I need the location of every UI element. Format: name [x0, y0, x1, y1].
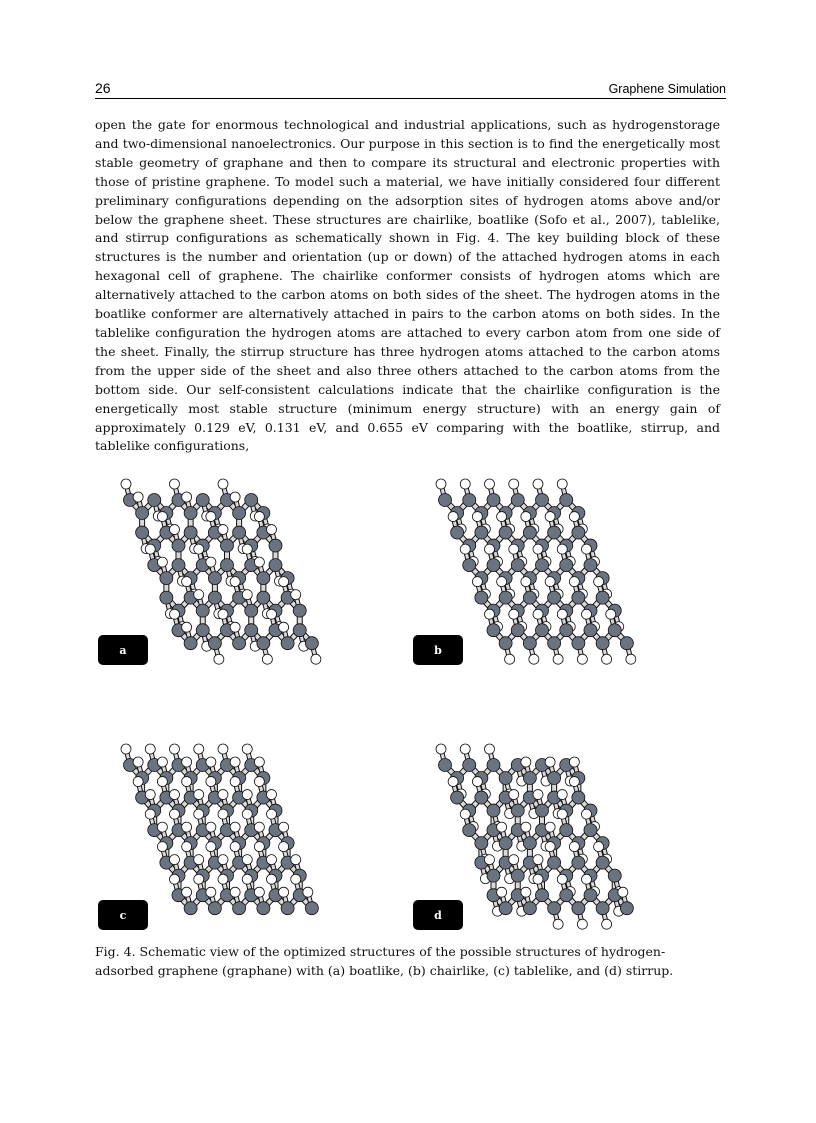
carbon-atom	[596, 637, 609, 650]
carbon-atom	[475, 591, 488, 604]
hydrogen-atom	[545, 577, 555, 587]
hydrogen-atom	[581, 609, 591, 619]
hydrogen-atom	[505, 654, 515, 664]
carbon-atom	[608, 624, 621, 637]
hydrogen-atom	[626, 654, 636, 664]
hydrogen-atom	[472, 777, 482, 787]
carbon-atom	[560, 824, 573, 837]
hydrogen-atom	[133, 492, 143, 502]
carbon-atom	[184, 526, 197, 539]
hydrogen-atom	[230, 887, 240, 897]
hydrogen-atom	[218, 744, 228, 754]
hydrogen-atom	[230, 822, 240, 832]
carbon-atom	[523, 591, 536, 604]
hydrogen-atom	[497, 512, 507, 522]
hydrogen-atom	[133, 777, 143, 787]
hydrogen-atom	[242, 874, 252, 884]
hydrogen-atom	[145, 744, 155, 754]
molecule-panel-b-svg	[405, 468, 730, 698]
carbon-atom	[160, 591, 173, 604]
carbon-atom	[293, 604, 306, 617]
hydrogen-atom	[436, 744, 446, 754]
carbon-atom	[208, 572, 221, 585]
molecule-panel-d-svg	[405, 733, 730, 963]
hydrogen-atom	[169, 525, 179, 535]
hydrogen-atom	[262, 654, 272, 664]
carbon-atom	[305, 637, 318, 650]
figure-panel-d	[405, 733, 730, 963]
hydrogen-atom	[182, 777, 192, 787]
hydrogen-atom	[206, 887, 216, 897]
carbon-atom	[584, 624, 597, 637]
carbon-atom	[196, 604, 209, 617]
panel-label-a: a	[119, 644, 127, 657]
carbon-atom	[160, 572, 173, 585]
carbon-atom	[475, 526, 488, 539]
hydrogen-atom	[448, 777, 458, 787]
carbon-atom	[245, 624, 258, 637]
hydrogen-atom	[460, 479, 470, 489]
hydrogen-atom	[529, 654, 539, 664]
hydrogen-atom	[521, 757, 531, 767]
hydrogen-atom	[279, 622, 289, 632]
hydrogen-atom	[602, 654, 612, 664]
hydrogen-atom	[618, 887, 628, 897]
carbon-atom	[269, 559, 282, 572]
body-text	[95, 116, 720, 456]
carbon-atom	[245, 604, 258, 617]
hydrogen-atom	[182, 842, 192, 852]
hydrogen-atom	[194, 790, 204, 800]
hydrogen-atom	[169, 744, 179, 754]
carbon-atom	[475, 791, 488, 804]
hydrogen-atom	[484, 855, 494, 865]
hydrogen-atom	[509, 609, 519, 619]
panel-label-b: b	[434, 644, 442, 657]
hydrogen-atom	[569, 842, 579, 852]
hydrogen-atom	[279, 887, 289, 897]
hydrogen-atom	[557, 544, 567, 554]
hydrogen-atom	[145, 544, 155, 554]
hydrogen-atom	[157, 757, 167, 767]
hydrogen-atom	[266, 790, 276, 800]
hydrogen-atom	[254, 887, 264, 897]
hydrogen-atom	[484, 744, 494, 754]
carbon-atom	[548, 591, 561, 604]
hydrogen-atom	[279, 822, 289, 832]
hydrogen-atom	[553, 919, 563, 929]
hydrogen-atom	[242, 855, 252, 865]
hydrogen-atom	[254, 757, 264, 767]
carbon-atom	[499, 591, 512, 604]
carbon-atom	[620, 902, 633, 915]
hydrogen-atom	[533, 855, 543, 865]
hydrogen-atom	[169, 790, 179, 800]
carbon-atom	[451, 791, 464, 804]
carbon-atom	[184, 637, 197, 650]
hydrogen-atom	[509, 855, 519, 865]
hydrogen-atom	[157, 842, 167, 852]
hydrogen-atom	[484, 544, 494, 554]
carbon-atom	[560, 559, 573, 572]
hydrogen-atom	[581, 544, 591, 554]
carbon-atom	[608, 869, 621, 882]
hydrogen-atom	[218, 874, 228, 884]
carbon-atom	[208, 591, 221, 604]
carbon-atom	[548, 772, 561, 785]
carbon-atom	[148, 494, 161, 507]
carbon-atom	[511, 869, 524, 882]
hydrogen-atom	[121, 744, 131, 754]
hydrogen-atom	[291, 874, 301, 884]
figure-panel-c	[90, 733, 415, 963]
carbon-atom	[572, 856, 585, 869]
hydrogen-atom	[242, 590, 252, 600]
carbon-atom	[463, 759, 476, 772]
hydrogen-atom	[533, 544, 543, 554]
hydrogen-atom	[242, 744, 252, 754]
hydrogen-atom	[545, 822, 555, 832]
figure-caption: Fig. 4. Schematic view of the optimized structures of the possible structures of hydrogen-adsorbed graphene (graphane) with (a) boatlike, (b) chairlike, (c) tablelike, and (d) stirrup.	[95, 944, 674, 978]
hydrogen-atom	[242, 544, 252, 554]
carbon-atom	[572, 591, 585, 604]
carbon-atom	[487, 759, 500, 772]
hydrogen-atom	[311, 654, 321, 664]
hydrogen-atom	[145, 790, 155, 800]
hydrogen-atom	[266, 609, 276, 619]
carbon-atom	[560, 889, 573, 902]
hydrogen-atom	[230, 777, 240, 787]
hydrogen-atom	[577, 654, 587, 664]
carbon-atom	[220, 539, 233, 552]
molecule-panel-a-svg	[90, 468, 415, 698]
carbon-atom	[572, 637, 585, 650]
hydrogen-atom	[254, 557, 264, 567]
hydrogen-atom	[497, 822, 507, 832]
carbon-atom	[523, 526, 536, 539]
carbon-atom	[439, 494, 452, 507]
hydrogen-atom	[569, 777, 579, 787]
carbon-atom	[293, 624, 306, 637]
hydrogen-atom	[533, 874, 543, 884]
carbon-atom	[535, 559, 548, 572]
carbon-atom	[257, 902, 270, 915]
hydrogen-atom	[460, 809, 470, 819]
hydrogen-atom	[472, 512, 482, 522]
hydrogen-atom	[266, 855, 276, 865]
carbon-atom	[499, 526, 512, 539]
hydrogen-atom	[460, 744, 470, 754]
figure-4	[90, 468, 730, 938]
carbon-atom	[233, 526, 246, 539]
carbon-atom	[172, 539, 185, 552]
hydrogen-atom	[230, 757, 240, 767]
hydrogen-atom	[594, 577, 604, 587]
hydrogen-atom	[497, 577, 507, 587]
carbon-atom	[463, 824, 476, 837]
hydrogen-atom	[218, 609, 228, 619]
hydrogen-atom	[157, 512, 167, 522]
hydrogen-atom	[194, 544, 204, 554]
carbon-atom	[257, 572, 270, 585]
hydrogen-atom	[594, 842, 604, 852]
hydrogen-atom	[581, 874, 591, 884]
carbon-atom	[172, 559, 185, 572]
hydrogen-atom	[194, 590, 204, 600]
hydrogen-atom	[497, 887, 507, 897]
carbon-atom	[281, 902, 294, 915]
carbon-atom	[475, 837, 488, 850]
carbon-atom	[535, 624, 548, 637]
carbon-atom	[535, 889, 548, 902]
hydrogen-atom	[279, 842, 289, 852]
carbon-atom	[596, 591, 609, 604]
carbon-atom	[584, 824, 597, 837]
carbon-atom	[184, 902, 197, 915]
carbon-atom	[233, 507, 246, 520]
hydrogen-atom	[577, 919, 587, 929]
carbon-atom	[208, 902, 221, 915]
hydrogen-atom	[169, 809, 179, 819]
carbon-atom	[463, 559, 476, 572]
hydrogen-atom	[557, 479, 567, 489]
carbon-atom	[548, 902, 561, 915]
carbon-atom	[560, 494, 573, 507]
hydrogen-atom	[557, 609, 567, 619]
hydrogen-atom	[509, 479, 519, 489]
hydrogen-atom	[521, 577, 531, 587]
hydrogen-atom	[169, 609, 179, 619]
hydrogen-atom	[230, 577, 240, 587]
carbon-atom	[499, 772, 512, 785]
hydrogen-atom	[214, 654, 224, 664]
figure-panel-b	[405, 468, 730, 698]
carbon-atom	[257, 637, 270, 650]
figure-panel-a	[90, 468, 415, 698]
carbon-atom	[620, 637, 633, 650]
hydrogen-atom	[218, 855, 228, 865]
carbon-atom	[136, 526, 149, 539]
carbon-atom	[548, 526, 561, 539]
hydrogen-atom	[206, 757, 216, 767]
hydrogen-atom	[133, 757, 143, 767]
carbon-atom	[196, 624, 209, 637]
hydrogen-atom	[557, 790, 567, 800]
hydrogen-atom	[242, 809, 252, 819]
hydrogen-atom	[182, 757, 192, 767]
panel-label-d: d	[434, 909, 442, 922]
carbon-atom	[535, 804, 548, 817]
carbon-atom	[548, 637, 561, 650]
hydrogen-atom	[472, 577, 482, 587]
carbon-atom	[196, 494, 209, 507]
carbon-atom	[560, 624, 573, 637]
hydrogen-atom	[145, 809, 155, 819]
running-title: Graphene Simulation	[608, 82, 726, 96]
hydrogen-atom	[448, 512, 458, 522]
hydrogen-atom	[169, 855, 179, 865]
hydrogen-atom	[581, 809, 591, 819]
hydrogen-atom	[218, 525, 228, 535]
carbon-atom	[184, 507, 197, 520]
hydrogen-atom	[182, 887, 192, 897]
hydrogen-atom	[206, 822, 216, 832]
panel-label-c: c	[119, 909, 127, 922]
hydrogen-atom	[157, 822, 167, 832]
page-header	[95, 80, 726, 99]
hydrogen-atom	[194, 809, 204, 819]
hydrogen-atom	[182, 577, 192, 587]
hydrogen-atom	[606, 609, 616, 619]
carbon-atom	[208, 637, 221, 650]
hydrogen-atom	[553, 654, 563, 664]
carbon-atom	[596, 856, 609, 869]
carbon-atom	[233, 902, 246, 915]
carbon-atom	[499, 902, 512, 915]
carbon-atom	[463, 494, 476, 507]
hydrogen-atom	[218, 809, 228, 819]
body-paragraph: open the gate for enormous technological and industrial applications, such as hydrogenstorage and two-dimensional nanoelectronics. Our purpose in this section is to find the energetically most stable geometry of graphane and then to compare its structural and electronic properties with those of pristine graphene. To model such a material, we have initially considered four different preliminary configurations depending on the adsorption sites of hydrogen atoms above and/or below the graphene sheet. These structures are chairlike, boatlike (Sofo et al., 2007), tablelike, and stirrup configurations as schematically shown in Fig. 4. The key building block of these structures is the number and orientation (up or down) of the attached hydrogen atoms in each hexagonal cell of graphene. The chairlike conformer consists of hydrogen atoms which are alternatively attached to the carbon atoms on both sides of the sheet. The hydrogen atoms in the boatlike conformer are alternatively attached in pairs to the carbon atoms on both sides. In the tablelike configuration the hydrogen atoms are attached to every carbon atom from one side of the sheet. Finally, the stirrup structure has three hydrogen atoms attached to the carbon atoms from the upper side of the sheet and also three others attached to the carbon atoms from the bottom side. Our self-consistent calculations indicate that the chairlike configuration is the energetically most stable structure (minimum energy structure) with an energy gain of approximately 0.129 eV, 0.131 eV, and 0.655 eV comparing with the boatlike, stirrup, and tablelike configurations,	[95, 117, 720, 454]
carbon-atom	[548, 856, 561, 869]
hydrogen-atom	[484, 479, 494, 489]
hydrogen-atom	[545, 757, 555, 767]
hydrogen-atom	[254, 777, 264, 787]
hydrogen-atom	[218, 479, 228, 489]
hydrogen-atom	[194, 744, 204, 754]
carbon-atom	[535, 494, 548, 507]
hydrogen-atom	[484, 609, 494, 619]
carbon-atom	[499, 837, 512, 850]
hydrogen-atom	[254, 512, 264, 522]
hydrogen-atom	[182, 822, 192, 832]
hydrogen-atom	[291, 590, 301, 600]
hydrogen-atom	[291, 855, 301, 865]
hydrogen-atom	[545, 512, 555, 522]
hydrogen-atom	[169, 874, 179, 884]
hydrogen-atom	[182, 622, 192, 632]
carbon-atom	[596, 902, 609, 915]
carbon-atom	[233, 637, 246, 650]
hydrogen-atom	[521, 512, 531, 522]
hydrogen-atom	[157, 557, 167, 567]
hydrogen-atom	[533, 609, 543, 619]
carbon-atom	[245, 494, 258, 507]
carbon-atom	[439, 759, 452, 772]
hydrogen-atom	[266, 525, 276, 535]
hydrogen-atom	[569, 757, 579, 767]
carbon-atom	[451, 526, 464, 539]
carbon-atom	[584, 889, 597, 902]
hydrogen-atom	[206, 557, 216, 567]
hydrogen-atom	[169, 479, 179, 489]
carbon-atom	[572, 791, 585, 804]
hydrogen-atom	[521, 822, 531, 832]
hydrogen-atom	[206, 512, 216, 522]
hydrogen-atom	[436, 479, 446, 489]
hydrogen-atom	[242, 790, 252, 800]
carbon-atom	[499, 637, 512, 650]
carbon-atom	[487, 494, 500, 507]
hydrogen-atom	[533, 790, 543, 800]
molecule-panel-c-svg	[90, 733, 415, 963]
carbon-atom	[523, 772, 536, 785]
carbon-atom	[511, 804, 524, 817]
hydrogen-atom	[602, 919, 612, 929]
hydrogen-atom	[509, 544, 519, 554]
carbon-atom	[511, 559, 524, 572]
hydrogen-atom	[230, 622, 240, 632]
carbon-atom	[487, 624, 500, 637]
carbon-atom	[523, 837, 536, 850]
carbon-atom	[572, 902, 585, 915]
hydrogen-atom	[460, 544, 470, 554]
hydrogen-atom	[254, 822, 264, 832]
hydrogen-atom	[569, 577, 579, 587]
hydrogen-atom	[509, 790, 519, 800]
hydrogen-atom	[521, 887, 531, 897]
carbon-atom	[305, 902, 318, 915]
carbon-atom	[487, 559, 500, 572]
hydrogen-atom	[182, 492, 192, 502]
hydrogen-atom	[279, 577, 289, 587]
carbon-atom	[511, 624, 524, 637]
hydrogen-atom	[157, 777, 167, 787]
carbon-atom	[281, 637, 294, 650]
hydrogen-atom	[266, 809, 276, 819]
hydrogen-atom	[569, 512, 579, 522]
carbon-atom	[523, 902, 536, 915]
carbon-atom	[220, 559, 233, 572]
hydrogen-atom	[230, 492, 240, 502]
hydrogen-atom	[206, 777, 216, 787]
hydrogen-atom	[218, 790, 228, 800]
hydrogen-atom	[545, 842, 555, 852]
hydrogen-atom	[230, 842, 240, 852]
hydrogen-atom	[206, 842, 216, 852]
carbon-atom	[136, 507, 149, 520]
hydrogen-atom	[557, 874, 567, 884]
carbon-atom	[572, 526, 585, 539]
hydrogen-atom	[533, 479, 543, 489]
carbon-atom	[523, 637, 536, 650]
page-number: 26	[95, 80, 111, 96]
carbon-atom	[487, 869, 500, 882]
carbon-atom	[269, 539, 282, 552]
hydrogen-atom	[254, 842, 264, 852]
hydrogen-atom	[194, 874, 204, 884]
hydrogen-atom	[303, 887, 313, 897]
hydrogen-atom	[557, 809, 567, 819]
carbon-atom	[584, 559, 597, 572]
carbon-atom	[511, 494, 524, 507]
hydrogen-atom	[121, 479, 131, 489]
carbon-atom	[487, 804, 500, 817]
hydrogen-atom	[266, 874, 276, 884]
carbon-atom	[257, 591, 270, 604]
hydrogen-atom	[194, 855, 204, 865]
